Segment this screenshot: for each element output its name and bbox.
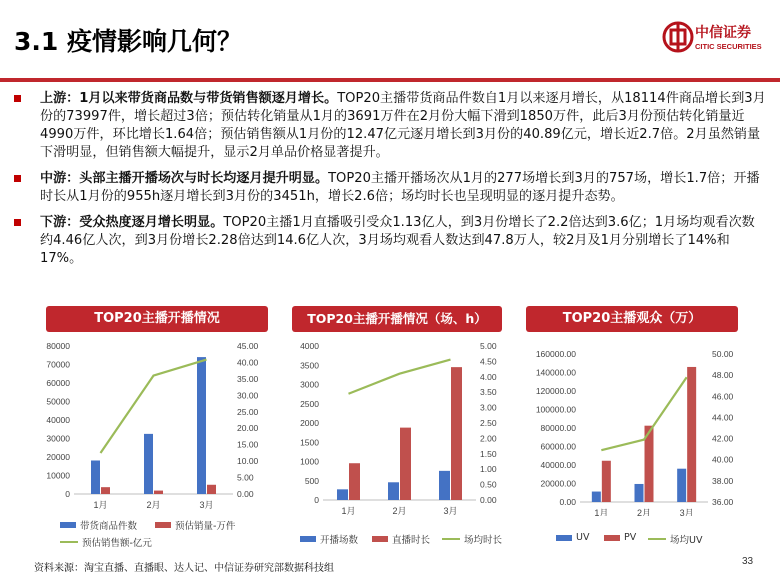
bar-secondary — [101, 487, 110, 494]
x-tick-label: 1月 — [594, 508, 609, 516]
bullet-square-icon — [14, 219, 21, 226]
y-left-tick-label: 50000 — [46, 396, 70, 407]
y-right-tick-label: 1.00 — [480, 464, 497, 475]
source-note: 资料来源：淘宝直播、直播眼、达人记、中信证券研究部数据科技组 — [34, 563, 334, 574]
legend-item — [372, 532, 430, 546]
y-left-tick-label: 500 — [304, 475, 319, 486]
y-left-tick-label: 10000 — [46, 470, 70, 481]
y-left-tick-label: 40000 — [46, 415, 70, 425]
page-number: 33 — [742, 556, 754, 567]
y-left-tick-label: 3500 — [300, 360, 319, 371]
chart-2-legend — [300, 532, 520, 546]
y-right-tick-label: 5.00 — [237, 472, 254, 483]
y-right-tick-label: 44.00 — [712, 412, 734, 423]
bullet-text: TOP20主播1月直播吸引受众1.13亿人，到3月份增长了2.2倍达到3.6亿；1月场均观看次数约4.46亿人次，到3月份增长2.28倍达到14.6亿人次，3月场均观看人数达到47.8万人，较2月及1月分别增长了14%和17%。 — [40, 215, 755, 266]
y-right-tick-label: 30.00 — [237, 390, 259, 401]
bullet-lead: 下游：受众热度逐月增长明显。 — [40, 215, 224, 230]
y-right-tick-label: 10.00 — [237, 456, 259, 467]
bullet-midstream — [14, 170, 766, 206]
legend-swatch — [372, 536, 388, 542]
y-left-tick-label: 4000 — [300, 341, 319, 351]
chart-2-title: TOP20主播开播情况（场、h） — [292, 306, 502, 332]
y-left-tick-label: 140000.00 — [535, 367, 576, 378]
y-right-tick-label: 35.00 — [237, 373, 259, 384]
bar-primary — [388, 482, 399, 500]
y-left-tick-label: 20000.00 — [540, 478, 576, 489]
y-right-tick-label: 2.50 — [480, 418, 497, 428]
chart-3-legend — [556, 532, 756, 546]
y-right-tick-label: 40.00 — [712, 454, 734, 465]
bullet-square-icon — [14, 175, 21, 182]
y-right-tick-label: 38.00 — [712, 475, 734, 486]
chart-1-title: TOP20主播开播情况 — [46, 306, 268, 332]
bullet-downstream — [14, 214, 766, 268]
legend-item — [556, 532, 589, 543]
legend-item — [60, 535, 152, 549]
x-tick-label: 1月 — [93, 500, 108, 510]
legend-label: UV — [576, 532, 590, 543]
x-tick-label: 1月 — [341, 506, 356, 516]
bar-secondary — [400, 428, 411, 500]
y-right-tick-label: 45.00 — [237, 341, 259, 351]
y-right-tick-label: 0.00 — [480, 495, 497, 505]
bullet-text: TOP20主播开播场次从1月的277场增长到3月的757场，增长1.7倍；开播时长从1月份的955h逐月增长到3月份的3451h，增长2.6倍；场均时长也呈现明显的逐月提升态势。 — [40, 171, 760, 204]
y-left-tick-label: 2000 — [300, 418, 319, 428]
y-right-tick-label: 1.50 — [480, 448, 497, 459]
x-tick-label: 3月 — [199, 500, 214, 510]
x-tick-label: 2月 — [636, 508, 652, 516]
legend-line — [648, 538, 666, 540]
chart-2-sessions — [278, 336, 518, 516]
legend-label: 场均时长 — [464, 535, 503, 546]
legend-line — [60, 541, 78, 543]
y-right-tick-label: 0.50 — [480, 479, 497, 490]
y-left-tick-label: 20000 — [46, 452, 70, 462]
y-left-tick-label: 40000.00 — [540, 460, 576, 470]
y-right-tick-label: 4.00 — [480, 371, 497, 382]
y-right-tick-label: 4.50 — [480, 356, 497, 367]
bar-primary — [91, 460, 100, 494]
y-right-tick-label: 3.00 — [480, 402, 497, 413]
bar-primary — [197, 357, 206, 494]
y-left-tick-label: 160000.00 — [535, 349, 576, 359]
y-left-tick-label: 60000.00 — [540, 441, 576, 452]
legend-label: 开播场数 — [320, 535, 359, 546]
series-line — [101, 360, 207, 453]
bar-primary — [144, 434, 153, 494]
y-left-tick-label: 60000 — [46, 378, 70, 388]
legend-swatch — [604, 535, 620, 541]
y-right-tick-label: 2.00 — [480, 433, 497, 444]
legend-item — [604, 532, 636, 543]
y-right-tick-label: 40.00 — [237, 357, 259, 368]
y-right-tick-label: 20.00 — [237, 423, 259, 434]
legend-label: 预估销量-万件 — [175, 521, 236, 532]
bar-secondary — [451, 367, 462, 500]
y-left-tick-label: 0.00 — [559, 497, 576, 507]
bullet-lead: 中游：头部主播开播场次与时长均逐月提升明显。 — [40, 171, 329, 186]
bar-secondary — [602, 461, 611, 502]
legend-label: 带货商品件数 — [80, 521, 138, 532]
y-left-tick-label: 1500 — [300, 437, 319, 448]
y-left-tick-label: 120000.00 — [535, 386, 576, 396]
chart-3-audience — [518, 336, 774, 516]
x-tick-label: 3月 — [679, 508, 694, 516]
legend-swatch — [556, 535, 572, 541]
y-left-tick-label: 2500 — [300, 398, 319, 409]
legend-item — [300, 532, 358, 546]
y-right-tick-label: 25.00 — [237, 406, 259, 417]
bullet-list — [14, 90, 766, 276]
citic-logo-icon — [661, 20, 695, 54]
legend-label: 直播时长 — [392, 535, 431, 546]
y-left-tick-label: 3000 — [300, 379, 319, 390]
bar-primary — [677, 469, 686, 502]
y-right-tick-label: 5.00 — [480, 341, 497, 351]
y-left-tick-label: 80000.00 — [540, 423, 576, 433]
legend-label: 场均UV — [670, 535, 703, 546]
bar-primary — [592, 492, 601, 502]
chart-1-legend — [60, 518, 280, 552]
y-left-tick-label: 100000.00 — [535, 404, 576, 415]
legend-item — [60, 518, 137, 532]
y-right-tick-label: 3.50 — [480, 387, 497, 398]
legend-item — [442, 532, 502, 546]
bar-primary — [337, 489, 348, 500]
y-left-tick-label: 0 — [65, 489, 70, 499]
series-line — [601, 377, 686, 450]
x-tick-label: 3月 — [443, 506, 458, 516]
x-tick-label: 2月 — [392, 506, 407, 516]
y-right-tick-label: 50.00 — [712, 349, 734, 359]
bullet-square-icon — [14, 95, 21, 102]
y-right-tick-label: 42.00 — [712, 433, 734, 444]
y-right-tick-label: 0.00 — [237, 489, 254, 499]
y-left-tick-label: 70000 — [46, 359, 70, 370]
header-divider — [0, 78, 780, 82]
y-right-tick-label: 15.00 — [237, 439, 259, 450]
page-title: 3.1 疫情影响几何？ — [14, 27, 242, 56]
logo-name-en: CITIC SECURITIES — [695, 42, 762, 51]
legend-label: PV — [624, 532, 637, 543]
slide-header — [0, 0, 780, 82]
y-right-tick-label: 48.00 — [712, 370, 734, 381]
legend-item — [155, 518, 235, 532]
bar-secondary — [349, 463, 360, 500]
bar-secondary — [154, 491, 163, 494]
bullet-text: TOP20主播带货商品件数自1月以来逐月增长，从18114件商品增长到3月份的73997件，增长超过3倍；预估转化销量从1月的3691万件在2月份大幅下滑到1850万件，此后3月份预估转化销量近4990万件，环比增长1.64倍；预估销售额从1月份的12.47亿元逐月增长到3月份的40.89亿元，增长近2.7倍。2月虽然销量下滑明显，但销售额大幅提升，显示2月单品价格显著提升。 — [40, 91, 766, 160]
y-left-tick-label: 1000 — [300, 456, 319, 467]
legend-line — [442, 538, 460, 540]
legend-swatch — [60, 522, 76, 528]
bar-secondary — [207, 485, 216, 494]
bar-secondary — [687, 367, 696, 502]
legend-item — [648, 532, 702, 546]
bar-primary — [439, 471, 450, 500]
legend-swatch — [155, 522, 171, 528]
series-line — [349, 360, 451, 394]
legend-swatch — [300, 536, 316, 542]
chart-3-title: TOP20主播观众（万） — [526, 306, 738, 332]
bullet-lead: 上游：1月以来带货商品数与带货销售额逐月增长。 — [40, 91, 338, 106]
y-right-tick-label: 46.00 — [712, 391, 734, 402]
logo-name-cn: 中信证券 — [695, 25, 751, 41]
y-left-tick-label: 30000 — [46, 433, 70, 444]
citic-logo — [661, 20, 771, 60]
x-tick-label: 2月 — [146, 500, 161, 510]
y-left-tick-label: 80000 — [46, 341, 70, 351]
y-left-tick-label: 0 — [314, 495, 319, 505]
legend-label: 预估销售额-亿元 — [82, 538, 152, 549]
chart-1-sales — [28, 336, 273, 516]
y-right-tick-label: 36.00 — [712, 497, 734, 507]
bar-primary — [635, 484, 644, 502]
bullet-upstream — [14, 90, 766, 162]
